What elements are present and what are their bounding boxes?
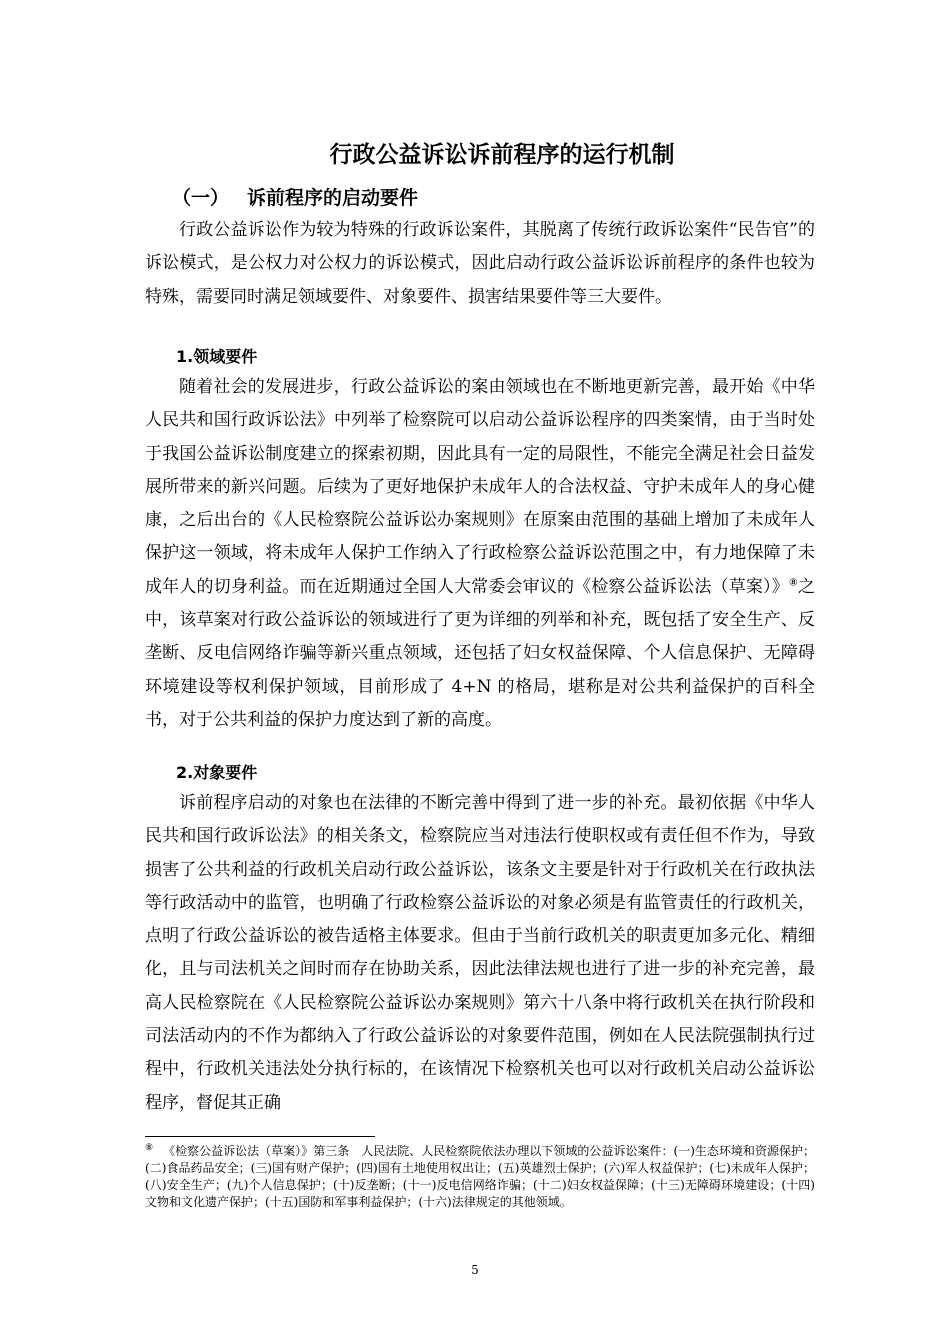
footnote-text: 《检察公益诉讼法（草案）》第三条 人民法院、人民检察院依法办理以下领域的公益诉讼案件：(一)生态环境和资源保护；(二)食品药品安全；(三)国有财产保护；(四)国有土地使用权出让；(五)英雄烈士保护；(六)军人权益保护；(七)未成年人保护；(八)安全生产；(九)个人信息保护；(十)反垄断；(十一)反电信网络诈骗；(十二)妇女权益保障；(十三)无障碍环境建设；(十四)文物和文化遗产保护；(十五)国防和军事利益保护；(十六)法律规定的其他领域。 <box>145 1144 815 1209</box>
subsection-1-text-before-note: 随着社会的发展进步，行政公益诉讼的案由领域也在不断地更新完善，最开始《中华人民共和国行政诉讼法》中列举了检察院可以启动公益诉讼程序的四类案情，由于当时处于我国公益诉讼制度建立的探索初期，因此具有一定的局限性，不能完全满足社会日益发展所带来的新兴问题。后续为了更好地保护未成年人的合法权益、守护未成年人的身心健康，之后出台的《人民检察院公益诉讼办案规则》在原案由范围的基础上增加了未成年人保护这一领域，将未成年人保护工作纳入了行政检察公益诉讼范围之中，有力地保障了未成年人的切身利益。而在近期通过全国人大常委会审议的《检察公益诉讼法（草案）》 <box>145 377 815 597</box>
subsection-1-text-after-note: 之中，该草案对行政公益诉讼的领域进行了更为详细的列举和补充，既包括了安全生产、反垄断、反电信网络诈骗等新兴重点领域，还包括了妇女权益保障、个人信息保护、无障碍环境建设等权利保护领域，目前形成了 4+N 的格局，堪称是对公共利益保护的百科全书，对于公共利益的保护力度达到了新的高度。 <box>145 576 816 730</box>
subsection-2-paragraph: 诉前程序启动的对象也在法律的不断完善中得到了进一步的补充。最初依据《中华人民共和国行政诉讼法》的相关条文，检察院应当对违法行使职权或有责任但不作为，导致损害了公共利益的行政机关启动行政公益诉讼，该条文主要是针对于行政机关在行政执法等行政活动中的监管，也明确了行政检察公益诉讼的对象必须是有监管责任的行政机关，点明了行政公益诉讼的被告适格主体要求。但由于当前行政机关的职责更加多元化、精细化，且与司法机关之间时而存在协助关系，因此法律法规也进行了进一步的补充完善，最高人民检察院在《人民检察院公益诉讼办案规则》第六十八条中将行政机关在执行阶段和司法活动内的不作为都纳入了行政公益诉讼的对象要件范围，例如在人民法院强制执行过程中，行政机关违法处分执行标的，在该情况下检察机关也可以对行政机关启动公益诉讼程序，督促其正确 <box>145 793 815 1113</box>
footnote-reference-mark[interactable]: ⑧ <box>788 577 799 589</box>
section-number: （一） <box>172 187 230 209</box>
footnote <box>145 1143 815 1211</box>
subsection-1-paragraph <box>145 371 815 737</box>
page-number: 5 <box>471 1263 479 1277</box>
section-heading <box>172 181 418 215</box>
subsection-1-heading: 1.领域要件 <box>176 347 258 366</box>
footnote-separator <box>145 1136 375 1137</box>
subsection-2-heading: 2.对象要件 <box>176 763 258 782</box>
document-title: 行政公益诉讼诉前程序的运行机制 <box>329 142 675 168</box>
intro-paragraph: 行政公益诉讼作为较为特殊的行政诉讼案件，其脱离了传统行政诉讼案件“民告官”的诉讼模式，是公权力对公权力的诉讼模式，因此启动行政公益诉讼诉前程序的条件也较为特殊，需要同时满足领域要件、对象要件、损害结果要件等三大要件。 <box>145 220 815 307</box>
section-heading-text: 诉前程序的启动要件 <box>247 187 419 209</box>
footnote-mark: ⑧ <box>145 1143 154 1153</box>
